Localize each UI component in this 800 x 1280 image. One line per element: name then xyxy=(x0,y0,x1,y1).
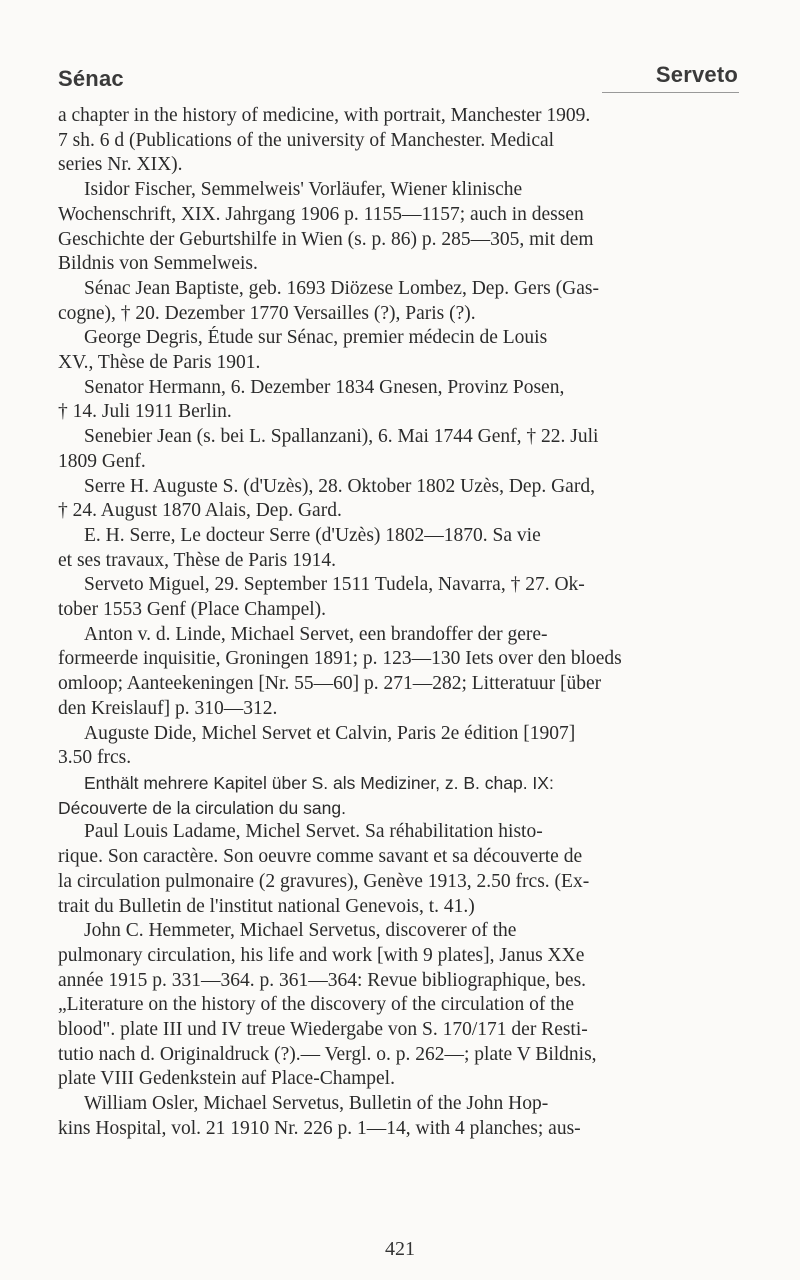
page-body xyxy=(58,104,740,1142)
text-line: blood". plate III und IV treue Wiedergabe von S. 170/171 der Resti- xyxy=(58,1019,588,1041)
text-line: XV., Thèse de Paris 1901. xyxy=(58,352,261,374)
text-line: series Nr. XIX). xyxy=(58,154,183,176)
text-line: Isidor Fischer, Semmelweis' Vorläufer, Wiener klinische xyxy=(84,179,523,201)
text-line: Senator Hermann, 6. Dezember 1834 Gnesen, Provinz Posen, xyxy=(84,376,565,398)
page-number: 421 xyxy=(385,1238,415,1260)
text-line: année 1915 p. 331—364. p. 361—364: Revue bibliographique, bes. xyxy=(58,969,587,991)
text-line: den Kreislauf] p. 310—312. xyxy=(58,697,278,719)
text-line: trait du Bulletin de l'institut national Genevois, t. 41.) xyxy=(58,895,475,917)
text-line: William Osler, Michael Servetus, Bulletin of the John Hop- xyxy=(84,1093,549,1115)
text-line: Senebier Jean (s. bei L. Spallanzani), 6. Mai 1744 Genf, † 22. Juli xyxy=(84,426,599,448)
text-line: Anton v. d. Linde, Michael Servet, een brandoffer der gere- xyxy=(84,623,548,645)
text-line: omloop; Aanteekeningen [Nr. 55—60] p. 271—282; Litteratuur [über xyxy=(58,673,602,695)
running-head-right: Serveto xyxy=(655,62,738,87)
text-line: kins Hospital, vol. 21 1910 Nr. 226 p. 1—14, with 4 planches; aus- xyxy=(58,1117,581,1139)
text-line: Paul Louis Ladame, Michel Servet. Sa réhabilitation histo- xyxy=(84,821,543,843)
text-line: Serre H. Auguste S. (d'Uzès), 28. Oktober 1802 Uzès, Dep. Gard, xyxy=(84,475,595,497)
running-head-left: Sénac xyxy=(58,66,124,91)
text-line: Wochenschrift, XIX. Jahrgang 1906 p. 1155—1157; auch in dessen xyxy=(58,203,584,225)
text-line: a chapter in the history of medicine, with portrait, Manchester 1909. xyxy=(58,105,591,126)
text-line: „Literature on the history of the discovery of the circulation of the xyxy=(58,994,575,1016)
text-line: tutio nach d. Originaldruck (?).— Vergl. o. p. 262—; plate V Bildnis, xyxy=(58,1043,597,1065)
text-line: E. H. Serre, Le docteur Serre (d'Uzès) 1802—1870. Sa vie xyxy=(84,524,541,546)
text-line: George Degris, Étude sur Sénac, premier médecin de Louis xyxy=(84,327,548,349)
text-line: Découverte de la circulation du sang. xyxy=(58,797,346,818)
text-line: 7 sh. 6 d (Publications of the university of Manchester. Medical xyxy=(58,129,555,151)
text-line: Serveto Miguel, 29. September 1511 Tudela, Navarra, † 27. Ok- xyxy=(84,574,585,596)
text-line: tober 1553 Genf (Place Champel). xyxy=(58,599,327,621)
text-line: rique. Son caractère. Son oeuvre comme savant et sa découverte de xyxy=(58,846,583,868)
text-line: plate VIII Gedenkstein auf Place-Champel. xyxy=(58,1068,395,1090)
text-line: Auguste Dide, Michel Servet et Calvin, Paris 2e édition [1907] xyxy=(84,722,576,744)
text-line: 3.50 frcs. xyxy=(58,747,132,769)
text-line: Enthält mehrere Kapitel über S. als Mediziner, z. B. chap. IX: xyxy=(84,772,554,793)
text-line: la circulation pulmonaire (2 gravures), Genève 1913, 2.50 frcs. (Ex- xyxy=(58,870,590,892)
text-line: Bildnis von Semmelweis. xyxy=(58,253,258,275)
text-line: † 24. August 1870 Alais, Dep. Gard. xyxy=(58,500,342,522)
text-line: † 14. Juli 1911 Berlin. xyxy=(58,401,232,423)
text-line: John C. Hemmeter, Michael Servetus, discoverer of the xyxy=(84,920,517,942)
text-line: pulmonary circulation, his life and work [with 9 plates], Janus XXe xyxy=(58,944,585,966)
text-line: et ses travaux, Thèse de Paris 1914. xyxy=(58,549,336,571)
text-line: cogne), † 20. Dezember 1770 Versailles (?), Paris (?). xyxy=(58,302,476,324)
header-rule xyxy=(602,92,739,93)
text-line: Sénac Jean Baptiste, geb. 1693 Diözese Lombez, Dep. Gers (Gas- xyxy=(84,277,599,299)
text-line: Geschichte der Geburtshilfe in Wien (s. p. 86) p. 285—305, mit dem xyxy=(58,228,594,250)
text-line: 1809 Genf. xyxy=(58,450,146,472)
text-line: formeerde inquisitie, Groningen 1891; p. 123—130 Iets over den bloeds xyxy=(58,648,622,670)
